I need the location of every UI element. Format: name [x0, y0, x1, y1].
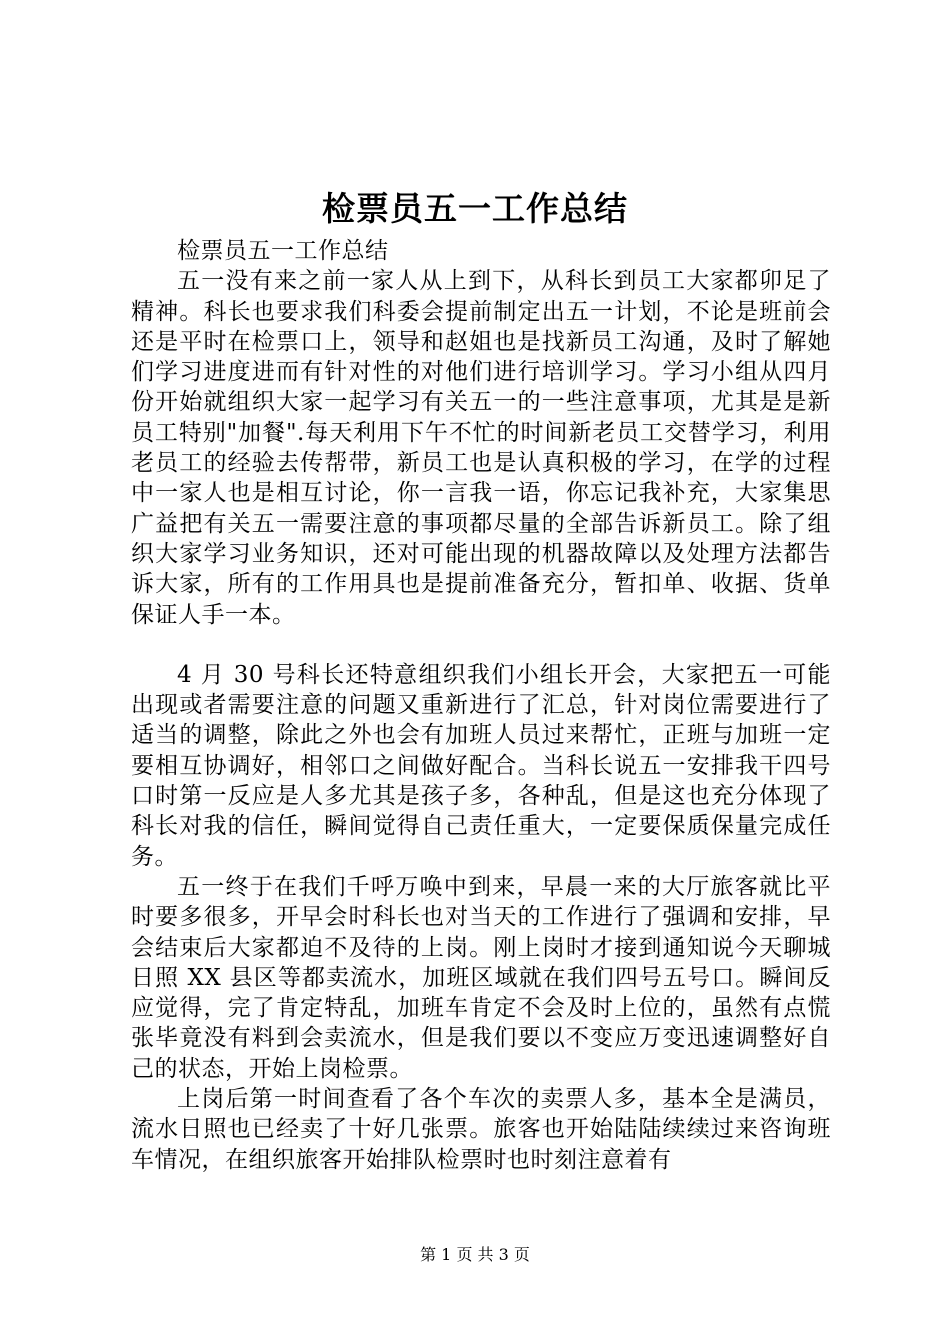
document-body [131, 236, 831, 1175]
document-title: 检票员五一工作总结 [322, 189, 628, 228]
paragraph: 五一终于在我们千呼万唤中到来，早晨一来的大厅旅客就比平时要多很多，开早会时科长也对当天的工作进行了强调和安排，早会结束后大家都迫不及待的上岗。刚上岗时才接到通知说今天聊城日照 XX 县区等都卖流水，加班区域就在我们四号五号口。瞬间反应觉得，完了肯定特乱，加班车肯定不会及时上位的，虽然有点慌张毕竟没有料到会卖流水，但是我们要以不变应万变迅速调整好自己的状态，开始上岗检票。 [131, 873, 831, 1082]
page-footer: 第 1 页 共 3 页 [420, 1245, 530, 1264]
paragraph-subtitle: 检票员五一工作总结 [177, 238, 389, 264]
paragraph: 五一没有来之前一家人从上到下，从科长到员工大家都卯足了精神。科长也要求我们科委会提前制定出五一计划，不论是班前会还是平时在检票口上，领导和赵姐也是找新员工沟通，及时了解她们学习进度进而有针对性的对他们进行培训学习。学习小组从四月份开始就组织大家一起学习有关五一的一些注意事项，尤其是是新员工特别"加餐".每天利用下午不忙的时间新老员工交替学习，利用老员工的经验去传帮带，新员工也是认真积极的学习，在学的过程中一家人也是相互讨论，你一言我一语，你忘记我补充，大家集思广益把有关五一需要注意的事项都尽量的全部告诉新员工。除了组织大家学习业务知识，还对可能出现的机器故障以及处理方法都告诉大家，所有的工作用具也是提前准备充分，暂扣单、收据、货单保证人手一本。 [131, 268, 831, 628]
paragraph: 上岗后第一时间查看了各个车次的卖票人多，基本全是满员，流水日照也已经卖了十好几张票。旅客也开始陆陆续续过来咨询班车情况，在组织旅客开始排队检票时也时刻注意着有 [131, 1086, 831, 1173]
paragraph: 4 月 30 号科长还特意组织我们小组长开会，大家把五一可能出现或者需要注意的问题又重新进行了汇总，针对岗位需要进行了适当的调整，除此之外也会有加班人员过来帮忙，正班与加班一定要相互协调好，相邻口之间做好配合。当科长说五一安排我干四号口时第一反应是人多尤其是孩子多，各种乱，但是这也充分体现了科长对我的信任，瞬间觉得自己责任重大，一定要保质保量完成任务。 [131, 661, 831, 870]
